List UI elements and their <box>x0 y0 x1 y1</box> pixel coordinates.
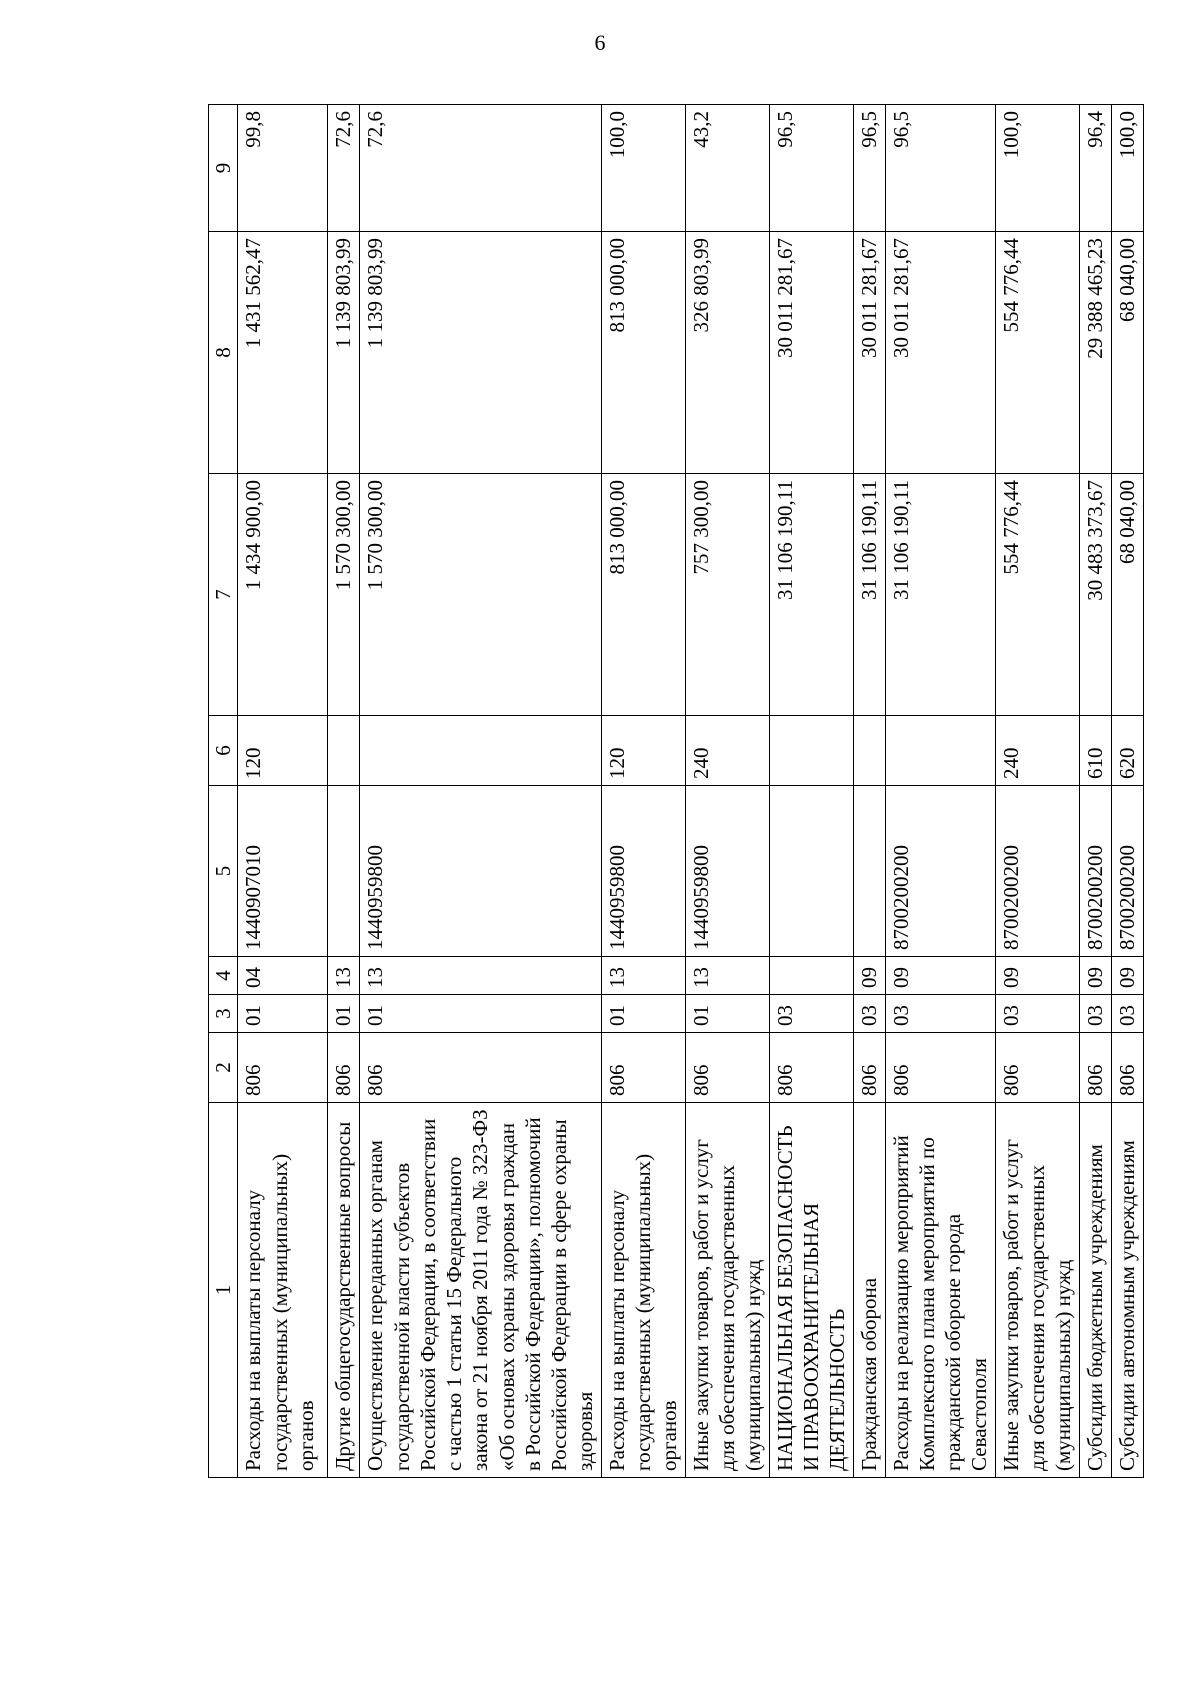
rotated-table-container <box>208 105 1139 1478</box>
planned-amount-cell: 31 106 190,11 <box>769 474 853 716</box>
header-cell: 6 <box>209 716 238 786</box>
admin-code-cell: 806 <box>685 1033 769 1103</box>
section-cell: 01 <box>685 995 769 1033</box>
target-article-cell: 8700200200 <box>1111 786 1143 957</box>
subsection-cell: 09 <box>853 957 885 995</box>
percent-cell: 99,8 <box>238 105 328 232</box>
target-article-cell <box>769 786 853 957</box>
target-article-cell: 8700200200 <box>995 786 1079 957</box>
planned-amount-cell: 1 570 300,00 <box>360 474 601 716</box>
percent-cell: 72,6 <box>360 105 601 232</box>
percent-cell: 100,0 <box>601 105 685 232</box>
percent-cell: 96,5 <box>885 105 995 232</box>
executed-amount-cell: 68 040,00 <box>1111 232 1143 474</box>
expense-type-cell <box>769 716 853 786</box>
expense-type-cell: 610 <box>1079 716 1111 786</box>
header-cell: 8 <box>209 232 238 474</box>
section-cell: 01 <box>328 995 360 1033</box>
row-name-cell: Расходы на выплаты персоналу государственных (муниципальных) органов <box>238 1103 328 1478</box>
row-name-cell: Расходы на реализацию мероприятий Комплексного плана мероприятий по гражданской обороне города Севастополя <box>885 1103 995 1478</box>
expense-type-cell <box>328 716 360 786</box>
admin-code-cell: 806 <box>769 1033 853 1103</box>
planned-amount-cell: 31 106 190,11 <box>885 474 995 716</box>
executed-amount-cell: 30 011 281,67 <box>885 232 995 474</box>
planned-amount-cell: 1 570 300,00 <box>328 474 360 716</box>
header-cell: 7 <box>209 474 238 716</box>
target-article-cell <box>853 786 885 957</box>
percent-cell: 96,4 <box>1079 105 1111 232</box>
subsection-cell: 13 <box>328 957 360 995</box>
table-row <box>238 105 328 1478</box>
admin-code-cell: 806 <box>995 1033 1079 1103</box>
expense-type-cell <box>360 716 601 786</box>
percent-cell: 72,6 <box>328 105 360 232</box>
header-cell: 1 <box>209 1103 238 1478</box>
planned-amount-cell: 31 106 190,11 <box>853 474 885 716</box>
admin-code-cell: 806 <box>360 1033 601 1103</box>
table-row <box>685 105 769 1478</box>
table-row <box>601 105 685 1478</box>
table-row <box>769 105 853 1478</box>
section-cell: 03 <box>769 995 853 1033</box>
table-row <box>360 105 601 1478</box>
table-row <box>995 105 1079 1478</box>
admin-code-cell: 806 <box>1111 1033 1143 1103</box>
planned-amount-cell: 1 434 900,00 <box>238 474 328 716</box>
header-cell: 2 <box>209 1033 238 1103</box>
executed-amount-cell: 30 011 281,67 <box>769 232 853 474</box>
row-name-cell: Субсидии бюджетным учреждениям <box>1079 1103 1111 1478</box>
table-row <box>328 105 360 1478</box>
header-cell: 5 <box>209 786 238 957</box>
percent-cell: 96,5 <box>769 105 853 232</box>
table-row <box>853 105 885 1478</box>
admin-code-cell: 806 <box>1079 1033 1111 1103</box>
row-name-cell: Осуществление переданных органам государственной власти субъектов Российской Федерации, в соответствии с частью 1 статьи 15 Федерального закона от 21 ноября 2011 года № 323-ФЗ «Об основах охраны здоровья граждан в Российской Федерации», полномочий Российской Федерации в сфере охраны здоровья <box>360 1103 601 1478</box>
executed-amount-cell: 1 139 803,99 <box>328 232 360 474</box>
budget-table <box>208 104 1144 1478</box>
admin-code-cell: 806 <box>328 1033 360 1103</box>
table-row <box>885 105 995 1478</box>
expense-type-cell <box>885 716 995 786</box>
executed-amount-cell: 554 776,44 <box>995 232 1079 474</box>
subsection-cell: 13 <box>601 957 685 995</box>
target-article-cell: 1440959800 <box>601 786 685 957</box>
section-cell: 03 <box>885 995 995 1033</box>
row-name-cell: Субсидии автономным учреждениям <box>1111 1103 1143 1478</box>
section-cell: 03 <box>1111 995 1143 1033</box>
section-cell: 01 <box>360 995 601 1033</box>
planned-amount-cell: 757 300,00 <box>685 474 769 716</box>
section-cell: 03 <box>1079 995 1111 1033</box>
subsection-cell: 09 <box>995 957 1079 995</box>
row-name-cell: Расходы на выплаты персоналу государственных (муниципальных) органов <box>601 1103 685 1478</box>
subsection-cell: 13 <box>685 957 769 995</box>
executed-amount-cell: 1 431 562,47 <box>238 232 328 474</box>
expense-type-cell: 240 <box>995 716 1079 786</box>
header-cell: 3 <box>209 995 238 1033</box>
subsection-cell: 04 <box>238 957 328 995</box>
admin-code-cell: 806 <box>853 1033 885 1103</box>
expense-type-cell: 620 <box>1111 716 1143 786</box>
admin-code-cell: 806 <box>238 1033 328 1103</box>
row-name-cell: Другие общегосударственные вопросы <box>328 1103 360 1478</box>
target-article-cell <box>328 786 360 957</box>
percent-cell: 100,0 <box>1111 105 1143 232</box>
expense-type-cell: 120 <box>238 716 328 786</box>
executed-amount-cell: 326 803,99 <box>685 232 769 474</box>
target-article-cell: 8700200200 <box>885 786 995 957</box>
table-row <box>1079 105 1111 1478</box>
row-name-cell: Иные закупки товаров, работ и услуг для обеспечения государственных (муниципальных) нужд <box>685 1103 769 1478</box>
table-row <box>1111 105 1143 1478</box>
planned-amount-cell: 68 040,00 <box>1111 474 1143 716</box>
target-article-cell: 8700200200 <box>1079 786 1111 957</box>
subsection-cell: 09 <box>1111 957 1143 995</box>
target-article-cell: 1440959800 <box>685 786 769 957</box>
row-name-cell: НАЦИОНАЛЬНАЯ БЕЗОПАСНОСТЬ И ПРАВООХРАНИТЕЛЬНАЯ ДЕЯТЕЛЬНОСТЬ <box>769 1103 853 1478</box>
section-cell: 01 <box>601 995 685 1033</box>
target-article-cell: 1440959800 <box>360 786 601 957</box>
expense-type-cell <box>853 716 885 786</box>
page-number: 6 <box>594 30 606 55</box>
executed-amount-cell: 1 139 803,99 <box>360 232 601 474</box>
expense-type-cell: 120 <box>601 716 685 786</box>
planned-amount-cell: 30 483 373,67 <box>1079 474 1111 716</box>
target-article-cell: 1440907010 <box>238 786 328 957</box>
section-cell: 01 <box>238 995 328 1033</box>
expense-type-cell: 240 <box>685 716 769 786</box>
executed-amount-cell: 30 011 281,67 <box>853 232 885 474</box>
subsection-cell: 09 <box>885 957 995 995</box>
admin-code-cell: 806 <box>885 1033 995 1103</box>
planned-amount-cell: 813 000,00 <box>601 474 685 716</box>
planned-amount-cell: 554 776,44 <box>995 474 1079 716</box>
executed-amount-cell: 29 388 465,23 <box>1079 232 1111 474</box>
percent-cell: 100,0 <box>995 105 1079 232</box>
admin-code-cell: 806 <box>601 1033 685 1103</box>
rotated-table-area <box>208 105 1139 1478</box>
subsection-cell <box>769 957 853 995</box>
subsection-cell: 13 <box>360 957 601 995</box>
percent-cell: 43,2 <box>685 105 769 232</box>
section-cell: 03 <box>853 995 885 1033</box>
header-cell: 4 <box>209 957 238 995</box>
header-cell: 9 <box>209 105 238 232</box>
percent-cell: 96,5 <box>853 105 885 232</box>
row-name-cell: Гражданская оборона <box>853 1103 885 1478</box>
row-name-cell: Иные закупки товаров, работ и услуг для обеспечения государственных (муниципальных) нужд <box>995 1103 1079 1478</box>
subsection-cell: 09 <box>1079 957 1111 995</box>
section-cell: 03 <box>995 995 1079 1033</box>
table-header-row <box>209 105 238 1478</box>
executed-amount-cell: 813 000,00 <box>601 232 685 474</box>
